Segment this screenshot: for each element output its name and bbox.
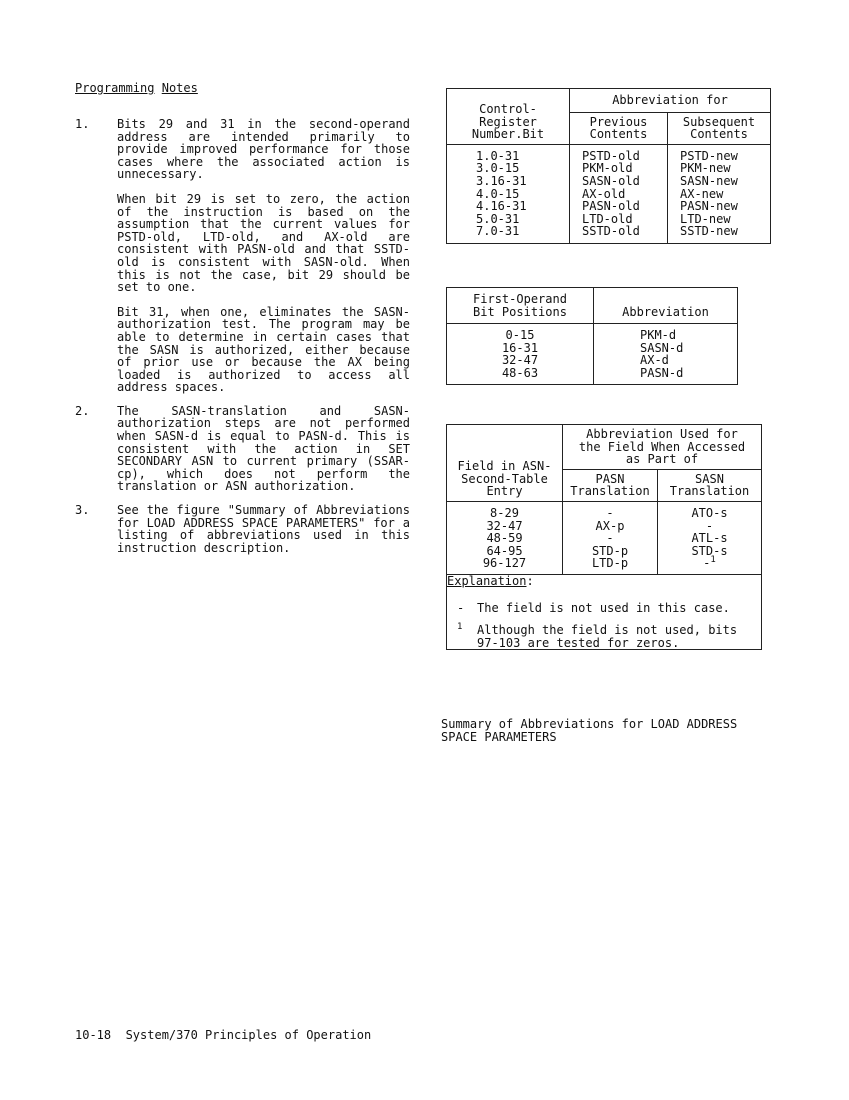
section-heading	[75, 82, 198, 95]
header-line: as Part of	[625, 452, 699, 467]
column-bit-positions	[447, 324, 594, 384]
header-line: Abbreviation Used for	[586, 427, 738, 441]
table-cell: -	[606, 505, 614, 520]
table-body	[447, 501, 762, 574]
table-cell: 4.16-31	[476, 199, 527, 214]
col-header-field	[447, 425, 563, 502]
explanation-text: Although the field is not used, bits 97-103 are tested for zeros.	[477, 623, 738, 650]
table-cell: 16-31	[501, 340, 539, 355]
table-cell: LTD-new	[680, 211, 731, 226]
header-line: PASN	[595, 471, 625, 486]
table-cell: 32-47	[486, 518, 523, 533]
column-subsequent	[668, 144, 771, 243]
table-cell: 48-63	[501, 365, 539, 380]
table-cell: SASN-d	[640, 340, 684, 355]
col-header-sasn-translation	[658, 469, 762, 501]
header-line: Subsequent	[682, 114, 756, 129]
col-header-abbreviation	[594, 288, 738, 324]
note-paragraph: The SASN-translation and SASN-authorization steps are not performed when SASN-d is equal to PASN-d. This is consistent with the action in SET SECONDARY ASN to current primary (SSAR-cp), which does not perform the translation or ASN authorization.	[117, 403, 410, 494]
table-cell: AX-new	[680, 186, 724, 201]
table-cell: 3.0-15	[476, 161, 520, 176]
table-cell: PASN-old	[582, 199, 640, 214]
table-cell: -	[705, 518, 714, 533]
header-line: Bit Positions	[473, 304, 567, 319]
header-line: Number.Bit	[471, 127, 545, 142]
group-header-abbreviation-used	[563, 425, 762, 470]
explanation-text: The field is not used in this case.	[477, 600, 730, 615]
header-line: Register	[479, 114, 537, 129]
table-cell: ATL-s	[691, 531, 728, 546]
explanation-mark: 1	[457, 622, 463, 633]
table-cell: -	[606, 531, 614, 546]
header-line: Contents	[690, 127, 748, 142]
table-body	[447, 144, 771, 243]
note-paragraph: See the figure "Summary of Abbreviations for LOAD ADDRESS SPACE PARAMETERS" for a listing of abbreviations used in this instruction description.	[117, 503, 410, 555]
note-paragraph: Bit 31, when one, eliminates the SASN-authorization test. The program may be able to determine in certain cases that the SASN is authorized, either because of prior use or because the AX being loaded is authorized to access all address spaces.	[117, 304, 410, 395]
col-header-control-register	[447, 89, 570, 145]
table-cell: PKM-old	[582, 161, 633, 176]
header-line: First-Operand	[473, 292, 567, 306]
table-cell: SASN-new	[680, 173, 738, 188]
header-line: Contents	[589, 127, 648, 142]
table-cell: 96-127	[482, 556, 527, 571]
table-cell: 32-47	[501, 353, 539, 368]
header-line: Field in ASN-	[457, 459, 552, 474]
book-title: System/370 Principles of Operation	[125, 1028, 372, 1042]
note-body	[117, 405, 410, 493]
column-field	[447, 501, 563, 574]
group-header-abbreviation	[570, 89, 771, 113]
col-header-subsequent	[668, 112, 771, 144]
note-2	[75, 405, 410, 493]
table-cell: 5.0-31	[476, 211, 520, 226]
header-line: Entry	[486, 484, 523, 499]
page-footer	[75, 1029, 371, 1042]
col-header-bit-positions	[447, 288, 594, 324]
header-line: Translation	[570, 484, 650, 499]
explanation-item	[447, 624, 761, 649]
header-line: Abbreviation	[622, 304, 709, 319]
heading-word-2: Notes	[161, 81, 198, 95]
note-number: 2.	[75, 403, 90, 418]
note-body	[117, 118, 410, 394]
asn-second-table-abbreviations	[446, 424, 762, 650]
table-cell: AX-p	[595, 518, 625, 533]
table-cell: ATO-s	[691, 505, 728, 520]
heading-word-1: Programming	[75, 81, 155, 95]
note-3	[75, 504, 410, 554]
table-cell: PSTD-old	[582, 148, 640, 163]
explanation-title: Explanation	[447, 573, 527, 588]
explanation-mark-wrap	[447, 624, 477, 649]
note-paragraph: Bits 29 and 31 in the second-operand address are intended primarily to provide improved performance for those cases where the associated action is unnecessary.	[117, 117, 410, 182]
table-cell	[658, 557, 761, 570]
table-cell: 3.16-31	[476, 173, 527, 188]
table-cell: 8-29	[490, 505, 519, 520]
header-line: Second-Table	[461, 471, 548, 486]
table-cell: 0-15	[505, 328, 535, 343]
table-cell: SASN-old	[582, 173, 640, 188]
table-cell: 7.0-31	[476, 224, 520, 239]
column-abbreviation	[594, 324, 738, 384]
header-line: SASN	[695, 471, 724, 486]
note-paragraph: When bit 29 is set to zero, the action of the instruction is based on the assumption that the current values for PSTD-old, LTD-old, and AX-old are consistent with PASN-old and that SSTD-old is consistent with SASN-old. When this is not the case, bit 29 should be set to one.	[117, 191, 410, 295]
table-cell: 1.0-31	[476, 148, 520, 163]
table-cell: STD-p	[591, 543, 629, 558]
page-number: 10-18	[75, 1028, 112, 1042]
note-number: 3.	[75, 503, 90, 518]
table-body	[447, 324, 738, 384]
col-header-pasn-translation	[563, 469, 658, 501]
footnote-mark: 1	[710, 555, 716, 566]
table-cell: STD-s	[691, 543, 728, 558]
table-cell: SSTD-new	[680, 224, 738, 239]
explanation-mark: -	[457, 600, 465, 615]
header-line: Control-	[479, 102, 537, 116]
column-bits	[447, 144, 570, 243]
table-cell: PSTD-new	[680, 148, 738, 163]
col-header-previous	[570, 112, 668, 144]
figure-caption: Summary of Abbreviations for LOAD ADDRESS SPACE PARAMETERS	[441, 717, 738, 744]
header-line: the Field When Accessed	[578, 439, 746, 454]
programming-notes	[75, 118, 410, 565]
header-line: Translation	[669, 484, 750, 499]
table-cell: SSTD-old	[582, 224, 640, 239]
note-number: 1.	[75, 117, 90, 131]
column-pasn	[563, 501, 658, 574]
table-cell: PKM-d	[640, 328, 677, 343]
table-cell: PASN-d	[640, 365, 684, 380]
table-cell: LTD-p	[591, 556, 629, 571]
explanation-colon: :	[526, 573, 534, 588]
table-cell: 4.0-15	[476, 186, 520, 201]
column-previous	[570, 144, 668, 243]
table-cell: 64-95	[486, 543, 523, 558]
explanation-section	[447, 574, 762, 649]
table-cell: LTD-old	[582, 211, 633, 226]
table-cell-value: -	[703, 556, 711, 571]
header-line: Abbreviation for	[612, 93, 728, 107]
control-register-table	[446, 88, 771, 244]
explanation-heading	[447, 575, 761, 588]
table-cell: 48-59	[486, 531, 523, 546]
table-cell: PASN-new	[680, 199, 738, 214]
table-cell: AX-d	[640, 353, 669, 368]
note-body	[117, 504, 410, 554]
explanation-item	[447, 602, 761, 615]
note-1	[75, 118, 410, 394]
table-cell: PKM-new	[680, 161, 731, 176]
column-sasn	[658, 501, 762, 574]
header-line: Previous	[589, 114, 648, 129]
first-operand-table	[446, 287, 738, 385]
table-cell: AX-old	[582, 186, 626, 201]
